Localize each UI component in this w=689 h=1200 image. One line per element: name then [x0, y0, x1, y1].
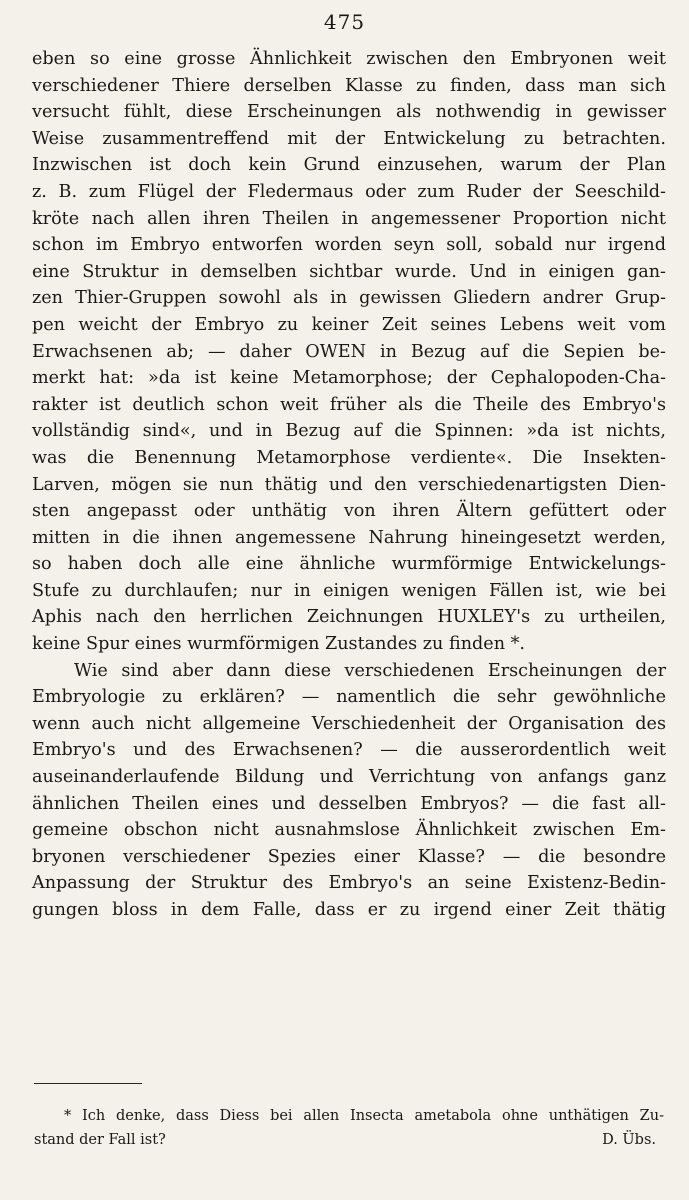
footnote-line-last: [34, 1128, 664, 1152]
text-line: kröte nach allen ihren Theilen in angemessener Proportion nicht: [32, 208, 666, 229]
text-line: gungen bloss in dem Falle, dass er zu irgend einer Zeit thätig: [32, 900, 666, 920]
text-line: vollständig sind«, und in Bezug auf die Spinnen: »da ist nichts,: [32, 421, 666, 442]
footnote-line: * Ich denke, dass Diess bei allen Insecta ametabola ohne unthätigen Zu-: [64, 1108, 664, 1124]
text-line: z. B. zum Flügel der Fledermaus oder zum Ruder der Seeschild-: [32, 181, 666, 202]
text-line: keine Spur eines wurmförmigen Zustandes zu finden *.: [32, 634, 526, 655]
text-line: Erwachsenen ab; — daher OWEN in Bezug auf die Sepien be-: [32, 341, 666, 362]
footnote: [34, 1104, 664, 1152]
text-line: Anpassung der Struktur des Embryo's an seine Existenz-Bedin-: [32, 873, 666, 894]
text-line: eben so eine grosse Ähnlichkeit zwischen den Embryonen weit: [32, 49, 666, 69]
text-line: versucht fühlt, diese Erscheinungen als nothwendig in gewisser: [32, 102, 666, 123]
text-line: Larven, mögen sie nun thätig und den verschiedenartigsten Dien-: [32, 474, 666, 495]
text-line: Embryologie zu erklären? — namentlich die sehr gewöhnliche: [32, 687, 666, 708]
text-line: mitten in die ihnen angemessene Nahrung hineingesetzt werden,: [32, 527, 666, 548]
page-number: 475: [323, 10, 366, 34]
text-line: Inzwischen ist doch kein Grund einzusehen, warum der Plan: [32, 155, 666, 176]
text-line: schon im Embryo entworfen worden seyn soll, sobald nur irgend: [32, 235, 666, 256]
text-line: eine Struktur in demselben sichtbar wurde. Und in einigen gan-: [32, 261, 666, 282]
text-line: Wie sind aber dann diese verschiedenen Erscheinungen der: [74, 660, 666, 681]
text-line: rakter ist deutlich schon weit früher als die Theile des Embryo's: [32, 394, 666, 415]
text-line: zen Thier-Gruppen sowohl als in gewissen Gliedern andrer Grup-: [32, 288, 666, 309]
text-line: Embryo's und des Erwachsenen? — die ausserordentlich weit: [32, 740, 666, 761]
text-line: Stufe zu durchlaufen; nur in einigen wenigen Fällen ist, wie bei: [32, 580, 666, 601]
text-line: gemeine obschon nicht ausnahmslose Ähnlichkeit zwischen Em-: [32, 820, 666, 841]
footnote-text: stand der Fall ist?: [34, 1132, 166, 1148]
text-line: wenn auch nicht allgemeine Verschiedenheit der Organisation des: [32, 713, 666, 734]
footnote-divider: [34, 1083, 142, 1084]
text-line: pen weicht der Embryo zu keiner Zeit seines Lebens weit vom: [32, 314, 666, 335]
body-text: [32, 46, 666, 924]
text-line: Weise zusammentreffend mit der Entwickelung zu betrachten.: [32, 128, 666, 149]
text-line: Aphis nach den herrlichen Zeichnungen HUXLEY's zu urtheilen,: [32, 607, 666, 628]
text-line: sten angepasst oder unthätig von ihren Ältern gefüttert oder: [32, 501, 666, 522]
text-line: auseinanderlaufende Bildung und Verrichtung von anfangs ganz: [32, 767, 666, 788]
text-line: merkt hat: »da ist keine Metamorphose; der Cephalopoden-Cha-: [32, 368, 666, 389]
text-line: verschiedener Thiere derselben Klasse zu finden, dass man sich: [32, 75, 666, 96]
text-line: bryonen verschiedener Spezies einer Klasse? — die besondre: [32, 846, 666, 867]
footnote-signature: D. Übs.: [602, 1132, 656, 1148]
text-line: ähnlichen Theilen eines und desselben Embryos? — die fast all-: [32, 793, 666, 814]
text-line: so haben doch alle eine ähnliche wurmförmige Entwickelungs-: [32, 554, 666, 575]
text-line: was die Benennung Metamorphose verdiente«. Die Insekten-: [32, 447, 666, 468]
